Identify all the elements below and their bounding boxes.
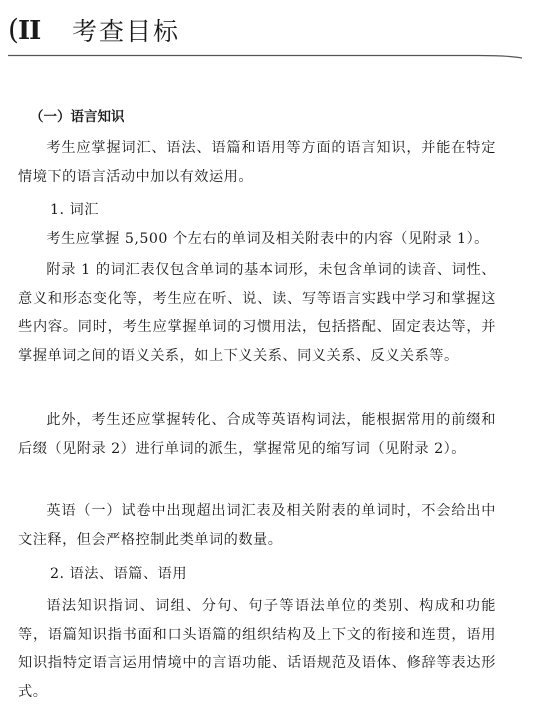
header-rule	[8, 54, 522, 60]
subsection-heading: （一）语言知识	[30, 109, 125, 125]
intro-paragraph: 考生应掌握词汇、语法、语篇和语用等方面的语言知识，并能在特定情境下的语言活动中加以有效运用。	[18, 140, 496, 185]
vocab-paragraph-1: 考生应掌握 5,500 个左右的单词及相关附表中的内容（见附录 1）。	[46, 231, 489, 247]
grammar-heading: 2. 语法、语篇、语用	[50, 566, 188, 582]
vocab-paragraph-3: 此外，考生还应掌握转化、合成等英语构词法，能根据常用的前缀和后缀（见附录 2）进行单词的派生，掌握常见的缩写词（见附录 2）。	[18, 412, 496, 457]
grammar-paragraph-1: 语法知识指词、词组、分句、句子等语法单位的类别、构成和功能等，语篇知识指书面和口头语篇的组织结构及上下文的衔接和连贯，语用知识指特定语言运用情境中的言语功能、话语规范及语体、修辞等表达形式。	[18, 598, 496, 700]
vocab-paragraph-4: 英语（一）试卷中出现超出词汇表及相关附表的单词时，不会给出中文注释，但会严格控制此类单词的数量。	[18, 503, 496, 548]
section-number-text: II	[17, 16, 41, 46]
section-number-paren: (	[8, 13, 18, 46]
section-title: 考查目标	[72, 17, 181, 46]
vocab-heading: 1. 词汇	[50, 202, 99, 218]
section-header	[0, 0, 542, 70]
vocab-paragraph-2: 附录 1 的词汇表仅包含单词的基本词形，未包含单词的读音、词性、意义和形态变化等，考生应在听、说、读、写等语言实践中学习和掌握这些内容。同时，考生应掌握单词的习惯用法，包括搭配、固定表达等，并掌握单词之间的语义关系，如上下义关系、同义关系、反义关系等。	[18, 262, 496, 364]
section-number	[8, 14, 40, 47]
